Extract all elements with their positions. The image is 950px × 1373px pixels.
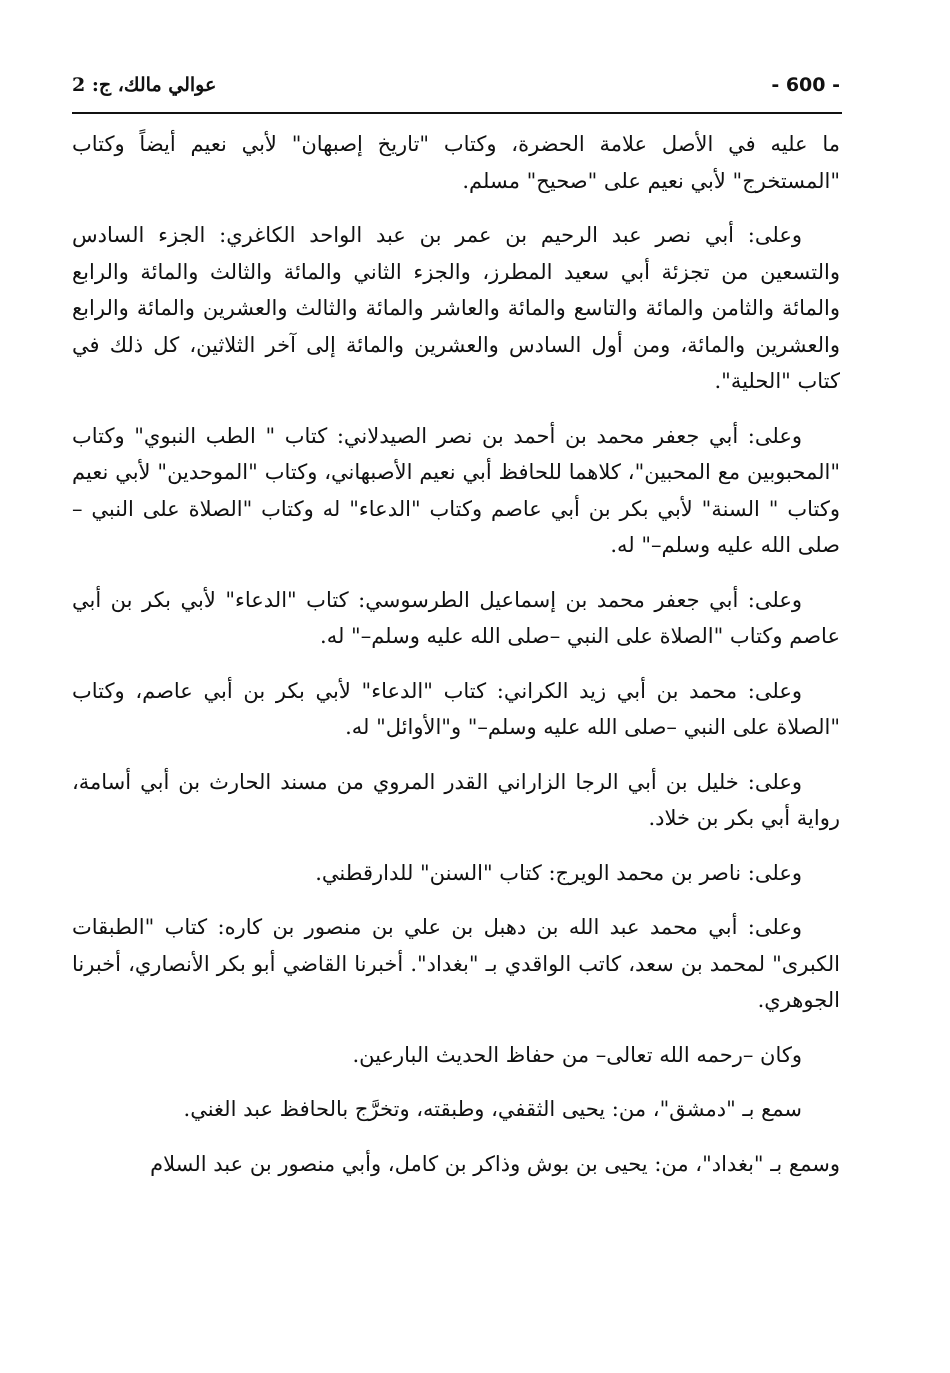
paragraph-10: سمع بـ "دمشق"، من: يحيى الثقفي، وطبقته، وتخرَّج بالحافظ عبد الغني. [183,1097,802,1121]
header-divider [72,112,842,114]
paragraph-9: وكان –رحمه الله تعالى– من حفاظ الحديث البارعين. [352,1042,802,1067]
paragraph-3: وعلى: أبي جعفر محمد بن أحمد بن نصر الصيدلاني: كتاب " الطب النبوي" وكتاب "المحبوبين مع المحبين"، كلاهما للحافظ أبي نعيم الأصبهاني، وكتاب "الموحدين" لأبي نعيم وكتاب " السنة" لأبي بكر بن أبي عاصم وكتاب "الدعاء" له وكتاب "الصلاة على النبي –صلى الله عليه وسلم–" له. [72,423,840,557]
paragraph-2: وعلى: أبي نصر عبد الرحيم بن عمر بن عبد الواحد الكاغري: الجزء السادس والتسعين من تجزئة أبي سعيد المطرز، والجزء الثاني والمائة والثالث والمائة والرابع والمائة والثامن والمائة والتاسع والمائة والعاشر والمائة والثالث والعشرين والمائة والرابع والعشرين والمائة، ومن أول السادس والعشرين والمائة إلى آخر الثلاثين، كل ذلك في كتاب "الحلية". [72,223,840,393]
paragraph-7: وعلى: ناصر بن محمد الويرج: كتاب "السنن" للدارقطني. [315,860,802,885]
paragraph-5: وعلى: محمد بن أبي زيد الكراني: كتاب "الدعاء" لأبي بكر بن أبي عاصم، وكتاب "الصلاة على النبي –صلى الله عليه وسلم–" و"الأوائل" له. [72,678,840,739]
running-title: عوالي مالك، ج: 2 [72,74,217,96]
paragraph-4: وعلى: أبي جعفر محمد بن إسماعيل الطرسوسي: كتاب "الدعاء" لأبي بكر بن أبي عاصم وكتاب "الصلاة على النبي –صلى الله عليه وسلم–" له. [72,587,840,648]
paragraph-11: وسمع بـ "بغداد"، من: يحيى بن بوش وذاكر بن كامل، وأبي منصور بن عبد السلام [150,1151,840,1176]
page-number: - 600 - [771,74,840,96]
page-body [72,126,840,1200]
page-header [72,70,840,104]
paragraph-8: وعلى: أبي محمد عبد الله بن دهبل بن علي بن منصور بن كاره: كتاب "الطبقات الكبرى" لمحمد بن سعد، كاتب الواقدي بـ "بغداد". أخبرنا القاضي أبو بكر الأنصاري، أخبرنا الجوهري. [72,915,840,1012]
paragraph-1: ما عليه في الأصل علامة الحضرة، وكتاب "تاريخ إصبهان" لأبي نعيم أيضاً وكتاب "المستخرج" لأبي نعيم على "صحيح" مسلم. [72,132,840,193]
paragraph-6: وعلى: خليل بن أبي الرجا الزاراني القدر المروي من مسند الحارث بن أبي أسامة، رواية أبي بكر بن خلاد. [72,769,840,830]
